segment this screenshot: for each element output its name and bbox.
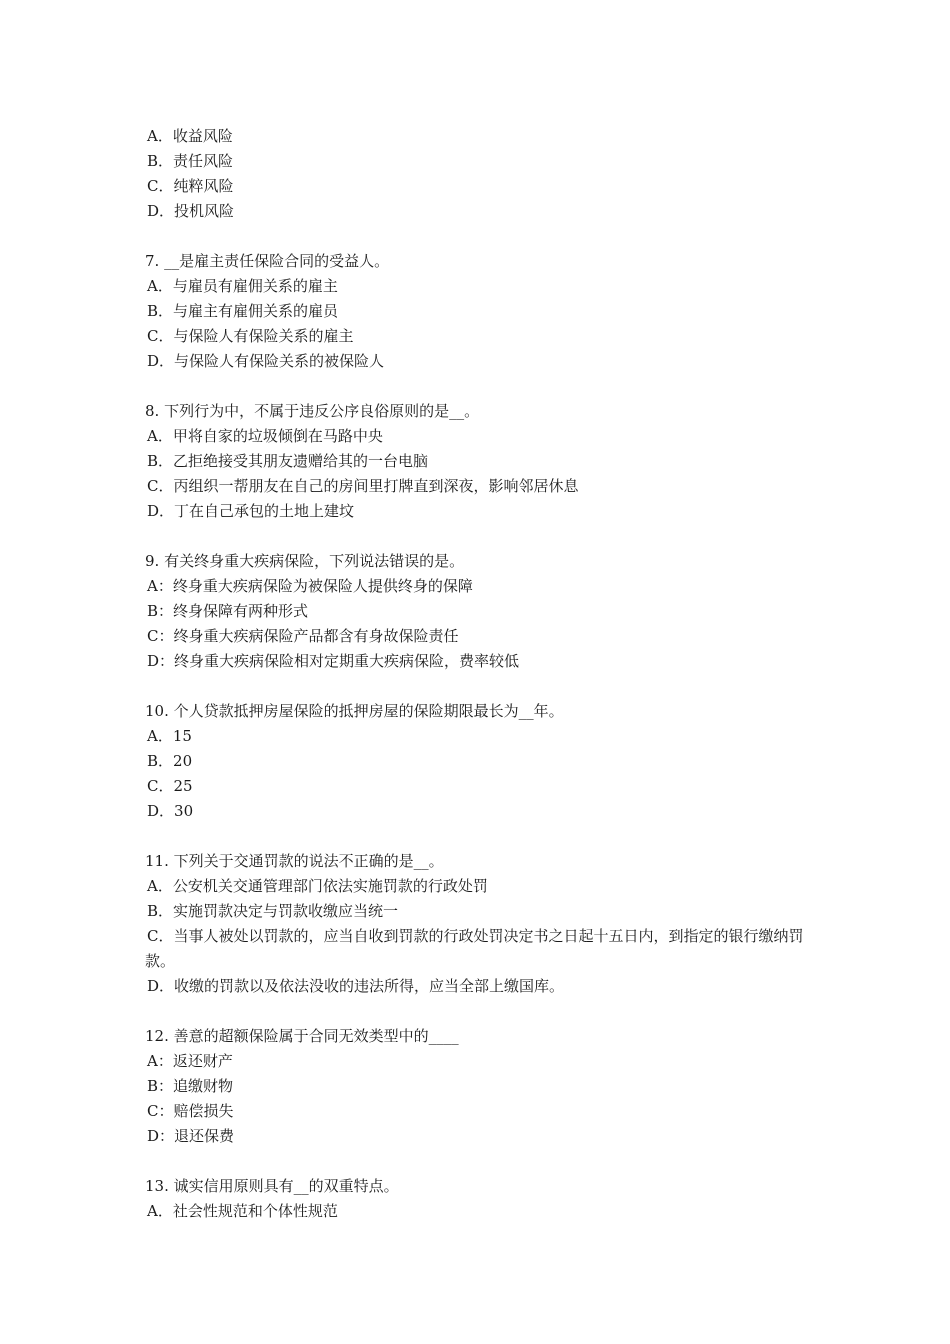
question-8 <box>145 399 815 524</box>
question-12 <box>145 1024 815 1149</box>
question-stem: 11. 下列关于交通罚款的说法不正确的是__。 <box>145 852 444 870</box>
question-stem: 13. 诚实信用原则具有__的双重特点。 <box>145 1177 399 1195</box>
option-c: C．丙组织一帮朋友在自己的房间里打牌直到深夜，影响邻居休息 <box>147 477 579 495</box>
option-c-text: C．当事人被处以罚款的，应当自收到罚款的行政处罚决定书之日起十五日内，到指定的银行缴纳罚款。 <box>145 927 804 970</box>
document-page <box>145 124 815 1224</box>
question-11 <box>145 849 815 999</box>
question-13 <box>145 1174 815 1224</box>
question-10 <box>145 699 815 824</box>
option-b: B．与雇主有雇佣关系的雇员 <box>147 302 339 320</box>
question-7 <box>145 249 815 374</box>
question-stem: 10. 个人贷款抵押房屋保险的抵押房屋的保险期限最长为__年。 <box>145 702 564 720</box>
option-b: B．实施罚款决定与罚款收缴应当统一 <box>147 902 399 920</box>
option-a: A：返还财产 <box>147 1052 233 1070</box>
question-stem: 7. __是雇主责任保险合同的受益人。 <box>145 252 390 270</box>
option-d: D：终身重大疾病保险相对定期重大疾病保险，费率较低 <box>147 652 520 670</box>
option-a: A．公安机关交通管理部门依法实施罚款的行政处罚 <box>147 877 488 895</box>
option-a: A．社会性规范和个体性规范 <box>147 1202 338 1220</box>
option-a: A．甲将自家的垃圾倾倒在马路中央 <box>147 427 383 445</box>
question-stem: 8. 下列行为中，不属于违反公序良俗原则的是__。 <box>145 402 480 420</box>
option-d: D．30 <box>147 802 194 820</box>
option-b: B．20 <box>147 752 193 770</box>
question-9 <box>145 549 815 674</box>
option-d: D．收缴的罚款以及依法没收的违法所得，应当全部上缴国库。 <box>147 977 565 995</box>
option-d: D．投机风险 <box>147 202 235 220</box>
option-a: A．与雇员有雇佣关系的雇主 <box>147 277 338 295</box>
option-a: A．收益风险 <box>147 127 233 145</box>
option-b: B．乙拒绝接受其朋友遗赠给其的一台电脑 <box>147 452 429 470</box>
option-a: A：终身重大疾病保险为被保险人提供终身的保障 <box>147 577 473 595</box>
option-b: B：终身保障有两种形式 <box>147 602 309 620</box>
option-c: C．与保险人有保险关系的雇主 <box>147 327 354 345</box>
option-d: D．丁在自己承包的土地上建坟 <box>147 502 355 520</box>
option-c <box>145 924 815 974</box>
option-c: C．纯粹风险 <box>147 177 234 195</box>
option-c: C：赔偿损失 <box>147 1102 234 1120</box>
option-a: A．15 <box>147 727 192 745</box>
option-c: C：终身重大疾病保险产品都含有身故保险责任 <box>147 627 459 645</box>
question-stem: 9. 有关终身重大疾病保险，下列说法错误的是。 <box>145 552 465 570</box>
option-d: D．与保险人有保险关系的被保险人 <box>147 352 385 370</box>
question-6 <box>145 124 815 224</box>
option-d: D：退还保费 <box>147 1127 235 1145</box>
question-stem: 12. 善意的超额保险属于合同无效类型中的____ <box>145 1027 459 1045</box>
option-b: B：追缴财物 <box>147 1077 234 1095</box>
option-b: B．责任风险 <box>147 152 234 170</box>
option-c: C．25 <box>147 777 193 795</box>
